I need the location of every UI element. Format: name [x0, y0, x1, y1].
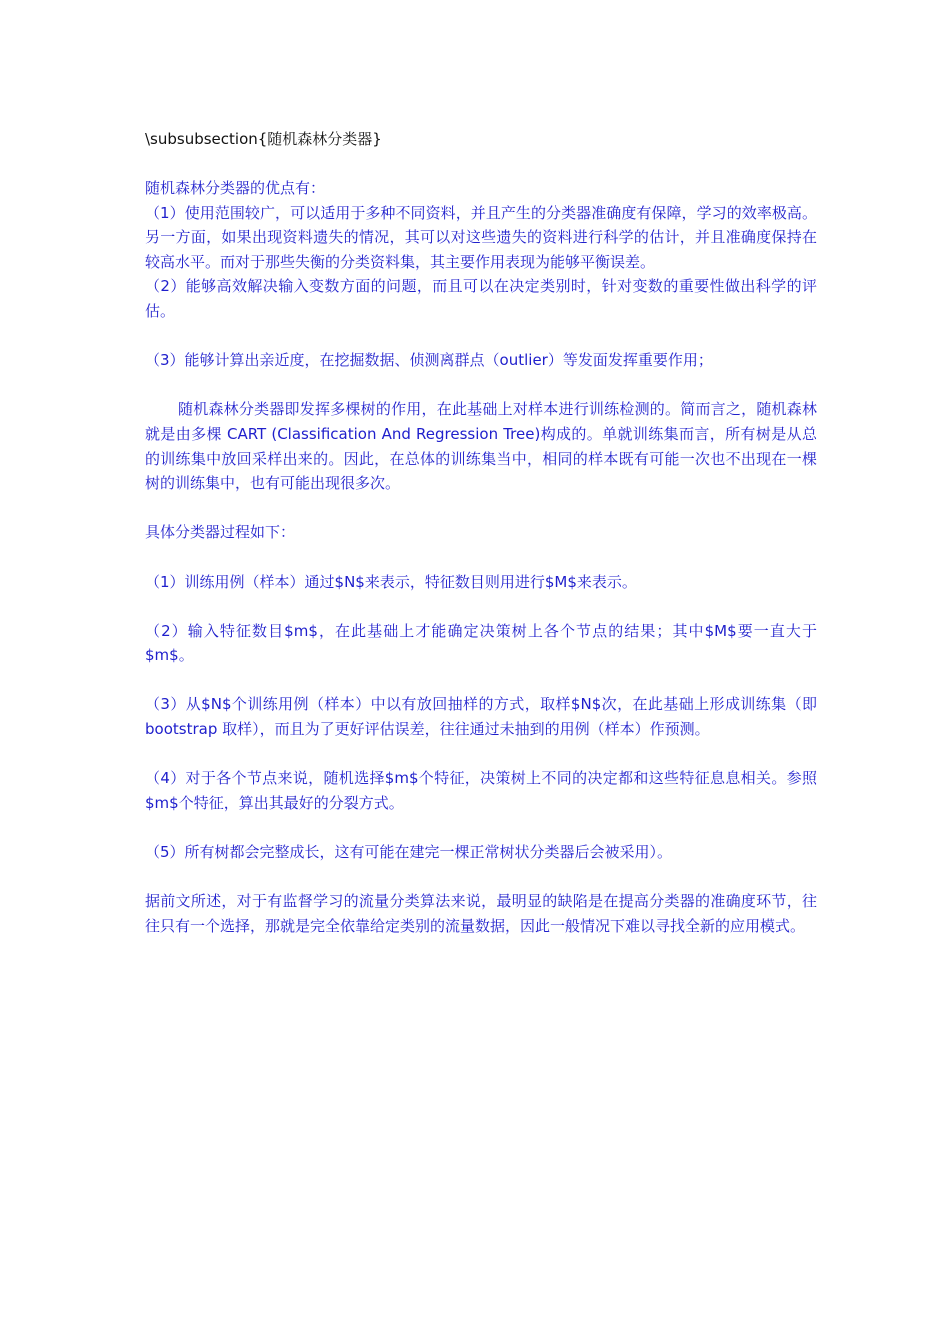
step-1-paragraph: （1）训练用例（样本）通过$N$来表示，特征数目则用进行$M$来表示。: [145, 572, 637, 591]
paragraph-spacer: [145, 545, 817, 570]
conclusion-paragraph: 据前文所述，对于有监督学习的流量分类算法来说，最明显的缺陷是在提高分类器的准确度环节，往往只有一个选择，那就是完全依靠给定类别的流量数据，因此一般情况下难以寻找全新的应用模式。: [145, 892, 817, 935]
advantage-2-paragraph: （2）能够高效解决输入变数方面的问题，而且可以在决定类别时，针对变数的重要性做出科学的评估。: [145, 277, 817, 320]
step-3-paragraph: （3）从$N$个训练用例（样本）中以有放回抽样的方式，取样$N$次，在此基础上形成训练集（即 bootstrap 取样），而且为了更好评估误差，往往通过未抽到的用例（样本）作预测。: [145, 695, 817, 739]
step-2-paragraph: （2）输入特征数目$m$，在此基础上才能确定决策树上各个节点的结果；其中$M$要一直大于$m$。: [145, 621, 817, 665]
process-intro-paragraph: 具体分类器过程如下：: [145, 523, 296, 542]
paragraph-spacer: [145, 496, 817, 521]
paragraph-spacer: [145, 373, 817, 398]
paragraph-spacer: [145, 324, 817, 349]
paragraph-spacer: [145, 865, 817, 890]
advantage-1-paragraph: （1）使用范围较广，可以适用于多种不同资料，并且产生的分类器准确度有保障，学习的效率极高。另一方面，如果出现资料遗失的情况，其可以对这些遗失的资料进行科学的估计，并且准确度保持在较高水平。而对于那些失衡的分类资料集，其主要作用表现为能够平衡误差。: [145, 203, 817, 271]
advantages-intro-paragraph: 随机森林分类器的优点有：: [145, 179, 326, 197]
paragraph-spacer: [145, 668, 817, 693]
description-paragraph: 随机森林分类器即发挥多棵树的作用，在此基础上对样本进行训练检测的。简而言之，随机森林就是由多棵 CART (Classification And Regression Tree)构成的。单就训练集而言，所有树是从总的训练集中放回采样出来的。因此，在总体的训练集当中，相同的样本既有可能一次也不出现在一棵树的训练集中，也有可能出现很多次。: [145, 400, 817, 493]
section-heading: \subsubsection{随机森林分类器}: [145, 130, 382, 148]
step-4-paragraph: （4）对于各个节点来说，随机选择$m$个特征，决策树上不同的决定都和这些特征息息相关。参照$m$个特征，算出其最好的分裂方式。: [145, 769, 817, 812]
document-body: [145, 176, 817, 938]
step-5-paragraph: （5）所有树都会完整成长，这有可能在建完一棵正常树状分类器后会被采用）。: [145, 843, 673, 862]
paragraph-spacer: [145, 594, 817, 619]
advantage-3-paragraph: （3）能够计算出亲近度，在挖掘数据、侦测离群点（outlier）等发面发挥重要作用；: [145, 351, 713, 370]
paragraph-spacer: [145, 742, 817, 767]
paragraph-spacer: [145, 815, 817, 840]
